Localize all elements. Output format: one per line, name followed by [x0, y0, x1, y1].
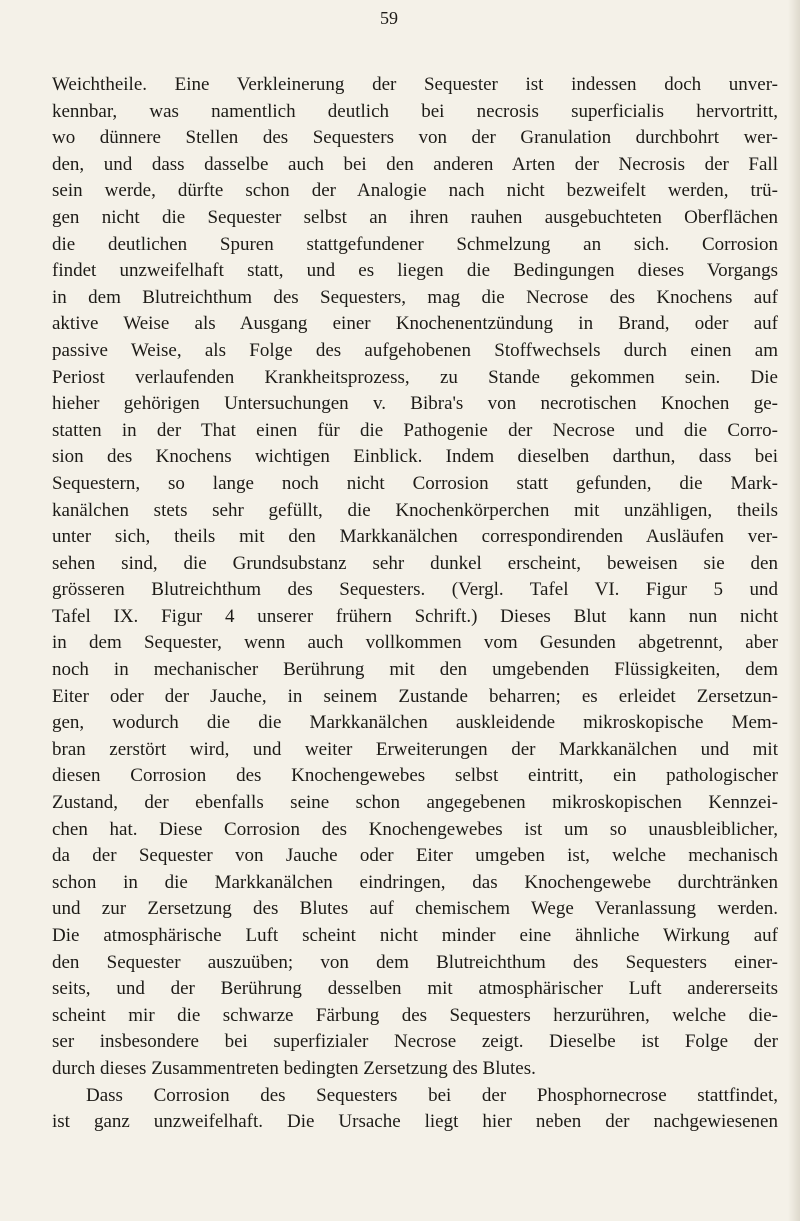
text-line: und zur Zersetzung des Blutes auf chemischem Wege Veranlassung werden.	[52, 898, 778, 920]
text-line: kennbar, was namentlich deutlich bei necrosis superficialis hervortritt,	[52, 100, 778, 122]
text-line: findet unzweifelhaft statt, und es liegen die Bedingungen dieses Vorgangs	[52, 260, 778, 282]
text-line: gen nicht die Sequester selbst an ihren rauhen ausgebuchteten Oberflächen	[52, 206, 778, 228]
text-line: chen hat. Diese Corrosion des Knochengewebes ist um so unausbleiblicher,	[52, 818, 778, 840]
text-line: ser insbesondere bei superfizialer Necrose zeigt. Dieselbe ist Folge der	[52, 1031, 778, 1053]
page-edge-shadow	[788, 0, 800, 1221]
text-line: gen, wodurch die die Markkanälchen auskleidende mikroskopische Mem-	[52, 712, 778, 734]
text-line: Sequestern, so lange noch nicht Corrosion statt gefunden, die Mark-	[52, 472, 778, 494]
text-line: bran zerstört wird, und weiter Erweiterungen der Markkanälchen und mit	[52, 738, 778, 760]
text-line: aktive Weise als Ausgang einer Knochenentzündung in Brand, oder auf	[52, 313, 778, 335]
text-line: Periost verlaufenden Krankheitsprozess, zu Stande gekommen sein. Die	[52, 366, 778, 388]
text-line: unter sich, theils mit den Markkanälchen correspondirenden Ausläufen ver-	[52, 526, 778, 548]
text-line: da der Sequester von Jauche oder Eiter umgeben ist, welche mechanisch	[52, 845, 778, 867]
text-line: statten in der That einen für die Pathogenie der Necrose und die Corro-	[52, 419, 778, 441]
paragraph-start-line: Dass Corrosion des Sequesters bei der Phosphornecrose stattfindet,	[86, 1084, 778, 1106]
text-line: in dem Sequester, wenn auch vollkommen vom Gesunden abgetrennt, aber	[52, 632, 778, 654]
paragraph-end-line: durch dieses Zusammentreten bedingten Zersetzung des Blutes.	[52, 1057, 536, 1079]
text-line: sein werde, dürfte schon der Analogie nach nicht bezweifelt werden, trü-	[52, 180, 778, 202]
text-line: schon in die Markkanälchen eindringen, das Knochengewebe durchtränken	[52, 871, 778, 893]
text-line: Weichtheile. Eine Verkleinerung der Sequester ist indessen doch unver-	[52, 74, 778, 95]
text-line: grösseren Blutreichthum des Sequesters. (Vergl. Tafel VI. Figur 5 und	[52, 579, 778, 601]
text-line: scheint mir die schwarze Färbung des Sequesters herzurühren, welche die-	[52, 1004, 778, 1026]
text-line: wo dünnere Stellen des Sequesters von der Granulation durchbohrt wer-	[52, 127, 778, 149]
text-line: seits, und der Berührung desselben mit atmosphärischer Luft andererseits	[52, 978, 778, 1000]
text-line: noch in mechanischer Berührung mit den umgebenden Flüssigkeiten, dem	[52, 659, 778, 681]
text-line: in dem Blutreichthum des Sequesters, mag die Necrose des Knochens auf	[52, 286, 778, 308]
body-text	[52, 72, 778, 1136]
text-line: Eiter oder der Jauche, in seinem Zustande beharren; es erleidet Zersetzun-	[52, 685, 778, 707]
text-line: ist ganz unzweifelhaft. Die Ursache liegt hier neben der nachgewiesenen	[52, 1111, 778, 1133]
text-line: passive Weise, als Folge des aufgehobenen Stoffwechsels durch einen am	[52, 339, 778, 361]
text-line: die deutlichen Spuren stattgefundener Schmelzung an sich. Corrosion	[52, 233, 778, 255]
text-line: sion des Knochens wichtigen Einblick. Indem dieselben darthun, dass bei	[52, 446, 778, 468]
text-line: sehen sind, die Grundsubstanz sehr dunkel erscheint, beweisen sie den	[52, 552, 778, 574]
text-line: hieher gehörigen Untersuchungen v. Bibra's von necrotischen Knochen ge-	[52, 393, 778, 415]
text-line: den Sequester auszuüben; von dem Blutreichthum des Sequesters einer-	[52, 951, 778, 973]
text-line: den, und dass dasselbe auch bei den anderen Arten der Necrosis der Fall	[52, 153, 778, 175]
text-line: diesen Corrosion des Knochengewebes selbst eintritt, ein pathologischer	[52, 765, 778, 787]
text-line: Die atmosphärische Luft scheint nicht minder eine ähnliche Wirkung auf	[52, 925, 778, 946]
page-number: 59	[380, 8, 398, 28]
text-line: Zustand, der ebenfalls seine schon angegebenen mikroskopischen Kennzei-	[52, 792, 778, 814]
text-line: Tafel IX. Figur 4 unserer frühern Schrift.) Dieses Blut kann nun nicht	[52, 605, 778, 627]
text-line: kanälchen stets sehr gefüllt, die Knochenkörperchen mit unzähligen, theils	[52, 499, 778, 521]
